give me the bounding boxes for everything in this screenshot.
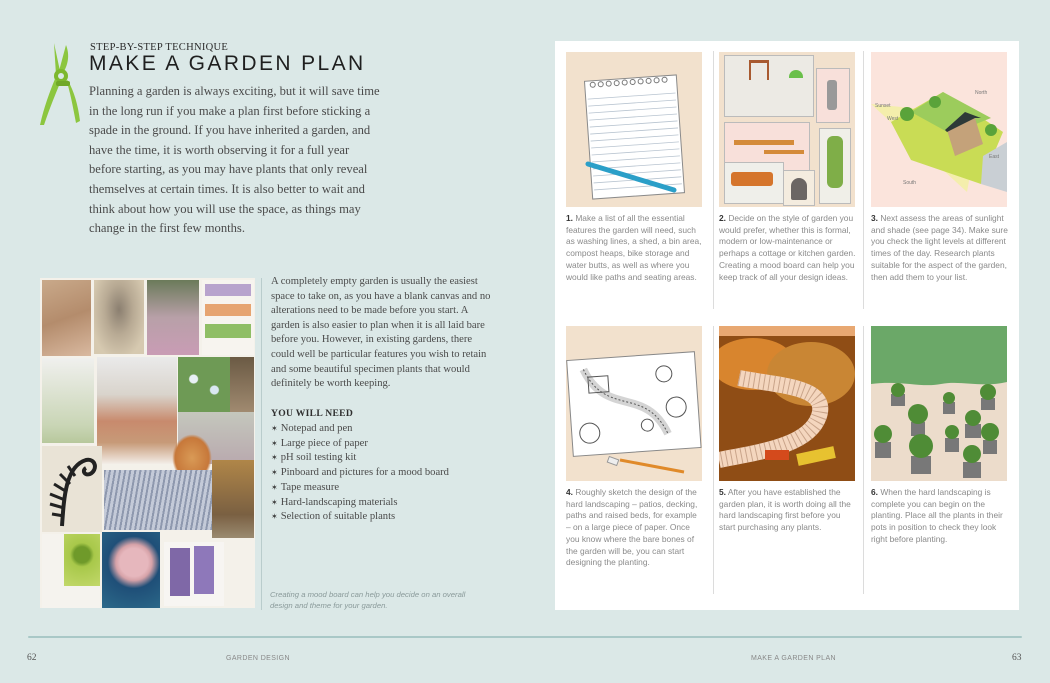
footer-rule bbox=[28, 636, 1022, 638]
step-4 bbox=[566, 326, 703, 569]
star-bullet-icon: ✶ bbox=[271, 468, 278, 478]
sun-aspect-illustration bbox=[871, 52, 1007, 207]
intro-paragraph: Planning a garden is always exciting, but it will save time in the long run if you make a plan first before sticking a spade in the ground. If you have inherited a garden, and have the time, it is worth observing it for a full year before starting, as you may have plants that only reveal themselves at certain times. It is also better to wait and think about how you will use the space, as things may change in the first few months. bbox=[89, 84, 380, 236]
you-will-need-heading: YOU WILL NEED bbox=[271, 408, 354, 419]
steps-panel bbox=[555, 41, 1019, 610]
svg-text:South: South bbox=[903, 180, 917, 186]
column-divider bbox=[863, 326, 864, 594]
svg-text:West: West bbox=[887, 116, 899, 122]
step-description: 1. Make a list of all the essential features the garden will need, such as washing lines, a shed, a bin area, compost heaps, bike storage and water butts, as well as where you would like paths and seating areas. bbox=[566, 213, 702, 282]
page-number-left: 62 bbox=[27, 653, 37, 663]
step-description: 5. After you have established the garden plan, it is worth doing all the hard landscaping first before you start purchasing any plants. bbox=[719, 487, 851, 533]
step-1 bbox=[566, 52, 703, 283]
svg-text:Sunset: Sunset bbox=[875, 103, 891, 109]
image-caption: Creating a mood board can help you decide on an overall design and theme for your garden. bbox=[270, 590, 466, 610]
pruning-shears-icon bbox=[36, 41, 82, 127]
star-bullet-icon: ✶ bbox=[271, 482, 278, 492]
page-number-right: 63 bbox=[1012, 653, 1022, 663]
mood-board-illustration bbox=[719, 52, 855, 207]
sketch-plan-illustration bbox=[566, 326, 702, 481]
column-divider bbox=[713, 326, 714, 594]
step-description: 6. When the hard landscaping is complete you can begin on the planting. Place all the plants in their pots in position to check they look right before planting. bbox=[871, 487, 1003, 544]
body-paragraph: A completely empty garden is usually the easiest space to take on, as you have a blank canvas and no alterations need to be made before you start. A garden is also easier to plan when it is all laid bare before you. However, in existing gardens, there could well be particular features you wish to retain and some beautiful specimen plants that would definitely be worth keeping. bbox=[271, 276, 491, 390]
section-kicker: STEP-BY-STEP TECHNIQUE bbox=[90, 42, 229, 53]
step-description: 3. Next assess the areas of sunlight and shade (see page 34). Make sure you check the light levels at different times of the day. Research plants suitable for the aspect of the garden, then add them to your list. bbox=[871, 213, 1008, 282]
running-head-left: GARDEN DESIGN bbox=[226, 655, 290, 662]
star-bullet-icon: ✶ bbox=[271, 424, 278, 433]
star-bullet-icon: ✶ bbox=[271, 453, 278, 463]
star-bullet-icon: ✶ bbox=[271, 512, 278, 522]
running-head-right: MAKE A GARDEN PLAN bbox=[751, 655, 837, 662]
svg-text:East: East bbox=[989, 154, 1000, 160]
step-5 bbox=[719, 326, 856, 534]
potted-plants-illustration bbox=[871, 326, 1007, 481]
step-6 bbox=[871, 326, 1008, 546]
list-item: ✶ Hard-landscaping materials bbox=[271, 496, 398, 508]
page-title: MAKE A GARDEN PLAN bbox=[89, 52, 366, 75]
step-2 bbox=[719, 52, 856, 283]
list-item: ✶ Selection of suitable plants bbox=[271, 511, 396, 523]
list-item: ✶ Notepad and pen bbox=[271, 423, 353, 434]
svg-text:North: North bbox=[975, 90, 988, 96]
column-divider bbox=[713, 51, 714, 309]
star-bullet-icon: ✶ bbox=[271, 497, 278, 507]
step-3 bbox=[871, 52, 1008, 283]
column-divider bbox=[261, 278, 262, 610]
list-item: ✶ Large piece of paper bbox=[271, 437, 368, 449]
list-item: ✶ pH soil testing kit bbox=[271, 452, 357, 464]
notepad-illustration bbox=[566, 52, 702, 207]
step-description: 4. Roughly sketch the design of the hard landscaping – patios, decking, paths and raised beds, for example – on a large piece of paper. Once you know where the bare bones of the garden will be, you can start designing the planting. bbox=[566, 487, 698, 568]
list-item: ✶ Pinboard and pictures for a mood board bbox=[271, 467, 449, 479]
list-item: ✶ Tape measure bbox=[271, 481, 340, 493]
you-will-need-list bbox=[271, 422, 449, 525]
step-description: 2. Decide on the style of garden you would prefer, whether this is formal, modern or low-maintenance or perhaps a cottage or kitchen garden. Creating a mood board can help you keep track of all your design ideas. bbox=[719, 213, 856, 282]
hard-landscaping-illustration bbox=[719, 326, 855, 481]
mood-board-photo bbox=[40, 278, 255, 608]
star-bullet-icon: ✶ bbox=[271, 438, 278, 448]
column-divider bbox=[863, 51, 864, 309]
